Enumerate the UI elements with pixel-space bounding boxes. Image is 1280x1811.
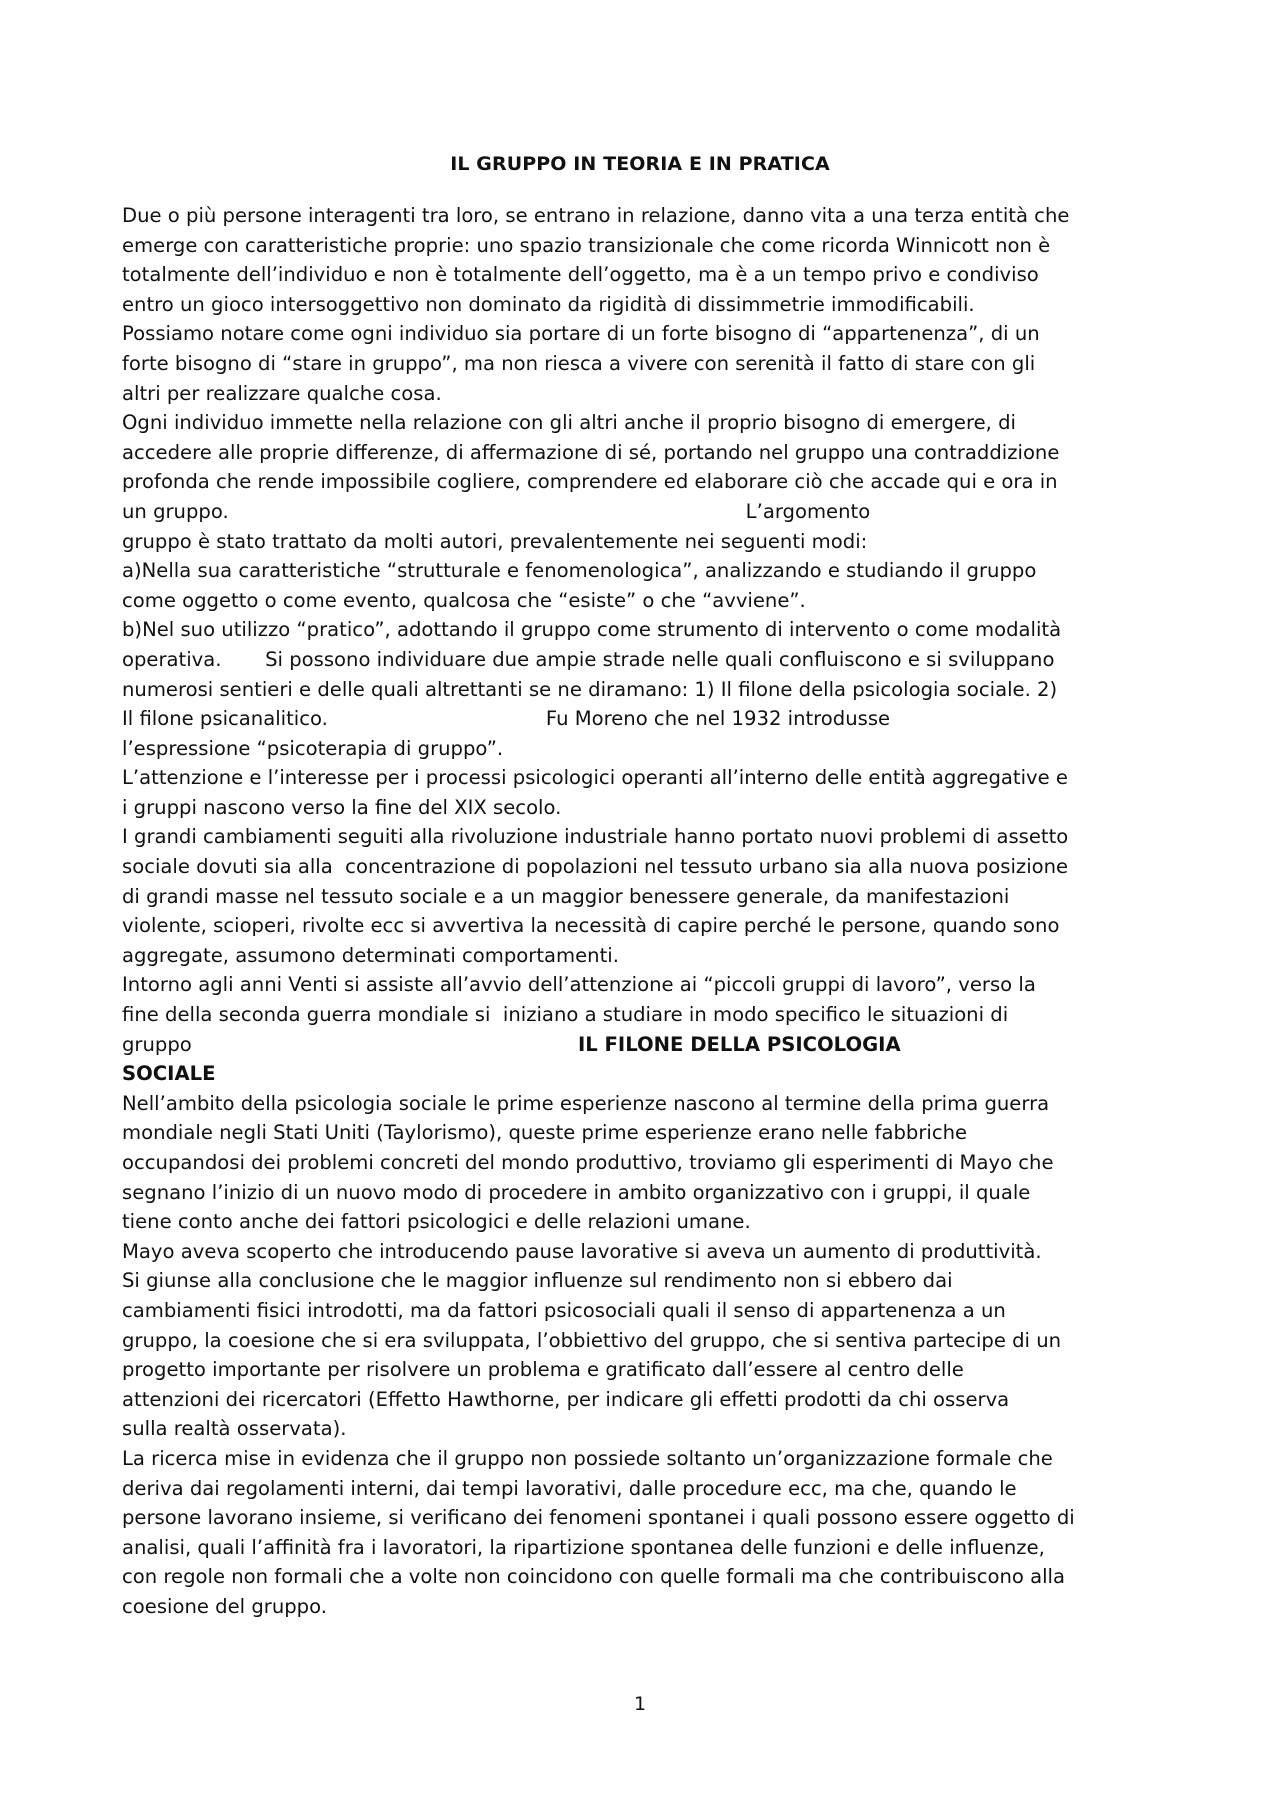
text-line: Intorno agli anni Venti si assiste all’avvio dell’attenzione ai “piccoli gruppi di lavoro”, verso la bbox=[122, 973, 1036, 997]
text-line: i gruppi nascono verso la fine del XIX secolo. bbox=[122, 795, 562, 819]
text-line: occupandosi dei problemi concreti del mondo produttivo, troviamo gli esperimenti di Mayo che bbox=[122, 1151, 1054, 1174]
text-line: violente, scioperi, rivolte ecc si avvertiva la necessità di capire perché le persone, quando sono bbox=[122, 914, 1060, 938]
text-line: aggregate, assumono determinati comportamenti. bbox=[122, 943, 619, 967]
heading-line-prefix: gruppo bbox=[122, 1032, 578, 1056]
text-line: gruppo, la coesione che si era sviluppata, l’obbiettivo del gruppo, che si sentiva partecipe di un bbox=[122, 1328, 1062, 1352]
text-line: l’espressione “psicoterapia di gruppo”. bbox=[122, 736, 504, 760]
text-line: progetto importante per risolvere un problema e gratificato dall’essere al centro delle bbox=[122, 1358, 964, 1382]
text-line: a)Nella sua caratteristiche “strutturale e fenomenologica”, analizzando e studiando il gruppo bbox=[122, 559, 1037, 583]
text-line: segnano l’inizio di un nuovo modo di procedere in ambito organizzativo con i gruppi, il quale bbox=[122, 1180, 1031, 1204]
text-line: un gruppo. L’argomento bbox=[122, 499, 871, 523]
text-line: Mayo aveva scoperto che introducendo pause lavorative si aveva un aumento di produttività. bbox=[122, 1239, 1042, 1263]
section-heading-continued: SOCIALE bbox=[122, 1062, 216, 1086]
section-heading: IL FILONE DELLA PSICOLOGIA bbox=[577, 1032, 901, 1056]
text-line: tiene conto anche dei fattori psicologici e delle relazioni umane. bbox=[122, 1210, 751, 1234]
text-line: Nell’ambito della psicologia sociale le prime esperienze nascono al termine della prima guerra bbox=[122, 1091, 1050, 1115]
text-line: persone lavorano insieme, si verificano dei fenomeni spontanei i quali possono essere oggetto di bbox=[122, 1506, 1075, 1530]
text-line: come oggetto o come evento, qualcosa che “esiste” o che “avviene”. bbox=[122, 588, 806, 612]
text-line: altri per realizzare qualche cosa. bbox=[122, 381, 442, 405]
text-line: forte bisogno di “stare in gruppo”, ma non riesca a vivere con serenità il fatto di stare con gli bbox=[122, 351, 1036, 375]
text-line: Possiamo notare come ogni individuo sia portare di un forte bisogno di “appartenenza”, di un bbox=[122, 322, 1040, 346]
text-line: attenzioni dei ricercatori (Effetto Hawthorne, per indicare gli effetti prodotti da chi osserva bbox=[122, 1387, 1010, 1411]
text-line: cambiamenti fisici introdotti, ma da fattori psicosociali quali il senso di appartenenza a un bbox=[122, 1298, 1006, 1322]
text-line: L’attenzione e l’interesse per i processi psicologici operanti all’interno delle entità aggregative e bbox=[122, 766, 1068, 790]
text-line: entro un gioco intersoggettivo non dominato da rigidità di dissimmetrie immodificabili. bbox=[122, 292, 975, 316]
text-line: Ogni individuo immette nella relazione con gli altri anche il proprio bisogno di emergere, di bbox=[122, 411, 1016, 435]
text-line: Il filone psicanalitico. Fu Moreno che nel 1932 introdusse bbox=[122, 707, 891, 731]
text-line: Due o più persone interagenti tra loro, se entrano in relazione, danno vita a una terza entità che bbox=[122, 204, 1070, 227]
text-line: sociale dovuti sia alla concentrazione di popolazioni nel tessuto urbano sia alla nuova posizione bbox=[122, 855, 1069, 879]
text-line: deriva dai regolamenti interni, dai tempi lavorativi, dalle procedure ecc, ma che, quando le bbox=[122, 1476, 1017, 1500]
text-line: b)Nel suo utilizzo “pratico”, adottando il gruppo come strumento di intervento o come modalità bbox=[122, 618, 1062, 642]
text-line: gruppo è stato trattato da molti autori, prevalentemente nei seguenti modi: bbox=[122, 529, 868, 553]
text-line: sulla realtà osservata). bbox=[122, 1417, 347, 1441]
text-line: La ricerca mise in evidenza che il gruppo non possiede soltanto un’organizzazione formale che bbox=[122, 1446, 1053, 1470]
section-heading-line bbox=[122, 1030, 1162, 1060]
body-text bbox=[122, 201, 1162, 1622]
text-line: Si giunse alla conclusione che le maggior influenze sul rendimento non si ebbero dai bbox=[122, 1269, 953, 1293]
text-line: con regole non formali che a volte non coincidono con quelle formali ma che contribuiscono alla bbox=[122, 1565, 1066, 1589]
text-line: I grandi cambiamenti seguiti alla rivoluzione industriale hanno portato nuovi problemi di assetto bbox=[122, 825, 1069, 849]
page-title: IL GRUPPO IN TEORIA E IN PRATICA bbox=[450, 153, 830, 175]
text-line: accedere alle proprie differenze, di affermazione di sé, portando nel gruppo una contraddizione bbox=[122, 440, 1060, 464]
text-line: profonda che rende impossibile cogliere, comprendere ed elaborare ciò che accade qui e ora in bbox=[122, 470, 1058, 494]
text-line: analisi, quali l’affinità fra i lavoratori, la ripartizione spontanea delle funzioni e delle influenze, bbox=[122, 1535, 1045, 1559]
text-line: emerge con caratteristiche proprie: uno spazio transizionale che come ricorda Winnicott non è bbox=[122, 233, 1051, 257]
page-number: 1 bbox=[633, 1693, 647, 1715]
text-line: operativa. Si possono individuare due ampie strade nelle quali confluiscono e si sviluppano bbox=[122, 647, 1055, 671]
text-line: coesione del gruppo. bbox=[122, 1594, 327, 1618]
text-line: numerosi sentieri e delle quali altrettanti se ne diramano: 1) Il filone della psicologia sociale. 2) bbox=[122, 677, 1058, 701]
text-line: totalmente dell’individuo e non è totalmente dell’oggetto, ma è a un tempo privo e condiviso bbox=[122, 263, 1039, 287]
text-line: fine della seconda guerra mondiale si iniziano a studiare in modo specifico le situazioni di bbox=[122, 1003, 1009, 1027]
text-line: di grandi masse nel tessuto sociale e a un maggior benessere generale, da manifestazioni bbox=[122, 884, 1010, 908]
text-line: mondiale negli Stati Uniti (Taylorismo), queste prime esperienze erano nelle fabbriche bbox=[122, 1121, 968, 1145]
